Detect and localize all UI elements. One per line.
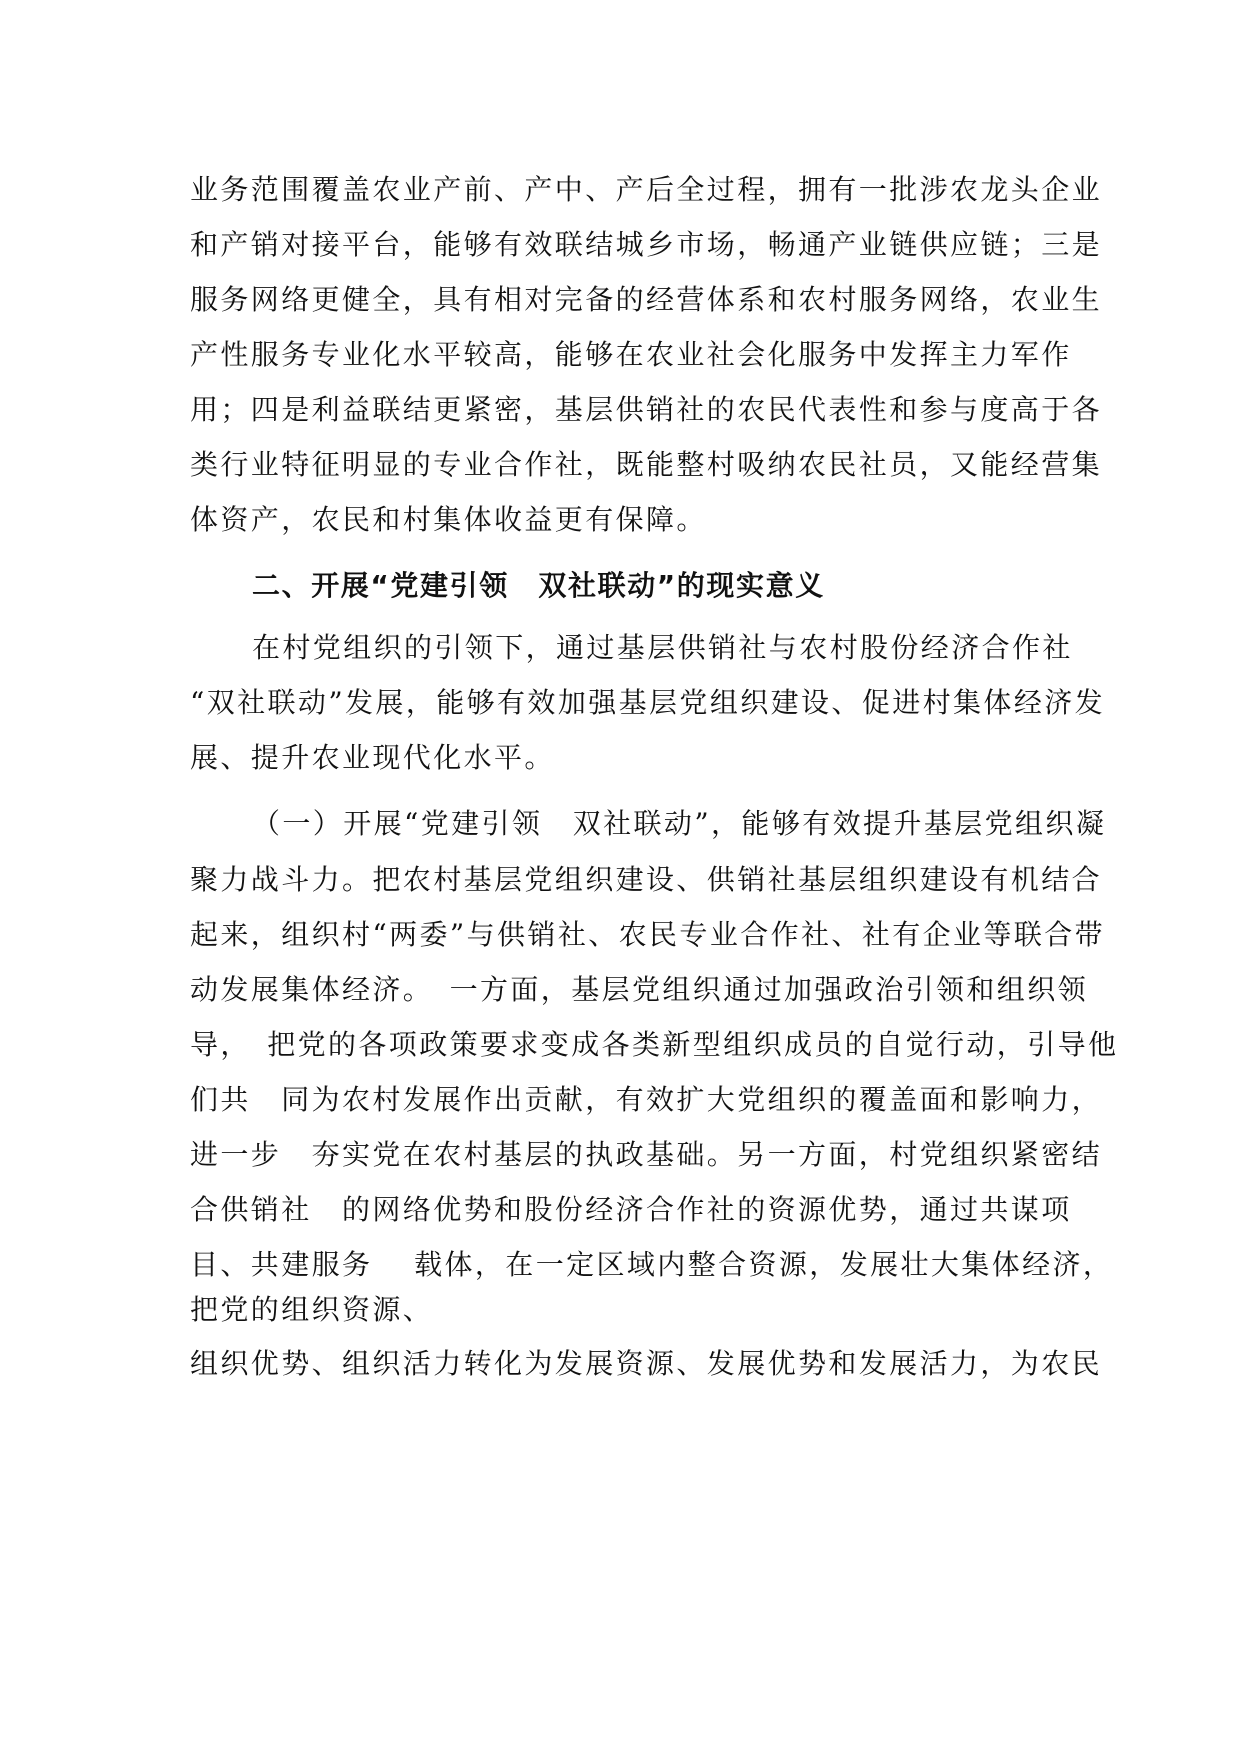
body-text-line: 产性服务专业化水平较高，能够在农业社会化服务中发挥主力军作 — [190, 338, 1072, 371]
body-text-line: 类行业特征明显的专业合作社，既能整村吸纳农民社员，又能经营集 — [190, 448, 1103, 481]
body-text-line: “双社联动”发展，能够有效加强基层党组织建设、促进村集体经济发 — [190, 686, 1106, 719]
body-text-line: 起来，组织村“两委”与供销社、农民专业合作社、社有企业等联合带 — [190, 918, 1106, 951]
body-text-line: 合供销社 的网络优势和股份经济合作社的资源优势，通过共谋项 — [190, 1193, 1072, 1226]
body-text-line: 组织优势、组织活力转化为发展资源、发展优势和发展活力，为农民 — [190, 1347, 1103, 1380]
body-text-line: 体资产，农民和村集体收益更有保障。 — [190, 503, 707, 536]
body-text-line: 展、提升农业现代化水平。 — [190, 741, 555, 774]
body-text-line: 和产销对接平台，能够有效联结城乡市场，畅通产业链供应链；三是 — [190, 228, 1103, 261]
body-text-line: 业务范围覆盖农业产前、产中、产后全过程，拥有一批涉农龙头企业 — [190, 173, 1103, 206]
body-text-line: 们共 同为农村发展作出贡献，有效扩大党组织的覆盖面和影响力， — [190, 1083, 1103, 1116]
body-text-line: 动发展集体经济。 一方面，基层党组织通过加强政治引领和组织领 — [190, 973, 1089, 1006]
body-text-line: 服务网络更健全，具有相对完备的经营体系和农村服务网络，农业生 — [190, 283, 1103, 316]
body-text-line: 导， 把党的各项政策要求变成各类新型组织成员的自觉行动，引导他 — [190, 1028, 1119, 1061]
section-heading: 二、开展“党建引领 双社联动”的现实意义 — [252, 569, 825, 602]
body-text-line: 把党的组织资源、 — [190, 1293, 434, 1326]
body-text-line: 目、共建服务 载体，在一定区域内整合资源，发展壮大集体经济， — [190, 1248, 1114, 1281]
body-text-line: 聚力战斗力。把农村基层党组织建设、供销社基层组织建设有机结合 — [190, 863, 1103, 896]
body-text-line: 用；四是利益联结更紧密，基层供销社的农民代表性和参与度高于各 — [190, 393, 1103, 426]
body-text-line: 在村党组织的引领下，通过基层供销社与农村股份经济合作社 — [252, 631, 1073, 664]
subsection-heading: （一）开展“党建引领 双社联动”，能够有效提升基层党组织凝 — [252, 807, 1107, 840]
body-text-line: 进一步 夯实党在农村基层的执政基础。另一方面，村党组织紧密结 — [190, 1138, 1103, 1171]
